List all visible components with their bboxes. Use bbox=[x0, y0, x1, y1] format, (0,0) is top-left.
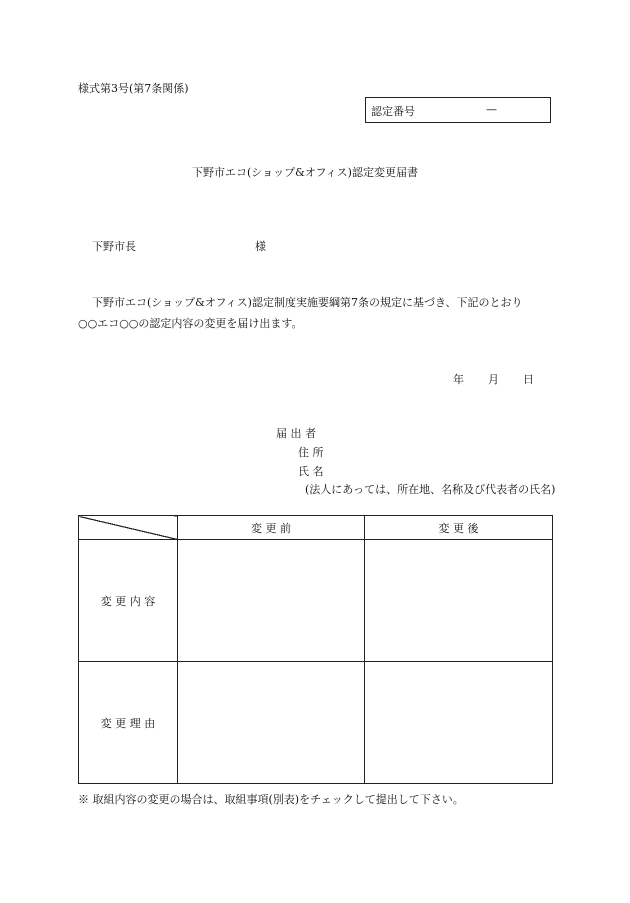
applicant-name-label: 氏 名 bbox=[298, 465, 324, 478]
header-before: 変 更 前 bbox=[178, 516, 365, 540]
applicant-note: (法人にあっては、所在地、名称及び代表者の氏名) bbox=[305, 483, 556, 496]
table-row bbox=[79, 540, 553, 662]
change-reason-before-cell[interactable] bbox=[178, 662, 365, 784]
row-label-change-reason: 変 更 理 由 bbox=[79, 662, 178, 784]
changes-table bbox=[78, 515, 553, 784]
change-reason-after-cell[interactable] bbox=[365, 662, 553, 784]
change-content-after-cell[interactable] bbox=[365, 540, 553, 662]
body-text-line-1: 下野市エコ(ショップ&オフィス)認定制度実施要綱第7条の規定に基づき、下記のとおり bbox=[92, 296, 523, 309]
header-after: 変 更 後 bbox=[365, 516, 553, 540]
table-corner-cell bbox=[79, 516, 178, 540]
date-day-label: 日 bbox=[523, 373, 534, 386]
applicant-address-label: 住 所 bbox=[298, 446, 324, 459]
certification-number-label: 認定番号 bbox=[371, 105, 415, 118]
table-header-row bbox=[79, 516, 553, 540]
document-title: 下野市エコ(ショップ&オフィス)認定変更届書 bbox=[192, 166, 418, 179]
footer-note: ※ 取組内容の変更の場合は、取組事項(別表)をチェックして提出して下さい。 bbox=[78, 793, 464, 806]
applicant-title: 届 出 者 bbox=[276, 427, 316, 440]
table-row bbox=[79, 662, 553, 784]
row-label-change-content: 変 更 内 容 bbox=[79, 540, 178, 662]
body-text-line-2: ○○エコ○○の認定内容の変更を届け出ます。 bbox=[78, 317, 303, 330]
addressee-name: 下野市長 bbox=[92, 240, 136, 253]
form-number: 様式第3号(第7条関係) bbox=[78, 82, 189, 95]
addressee-honorific: 様 bbox=[255, 240, 266, 253]
certification-number-dash: — bbox=[486, 103, 497, 116]
change-content-before-cell[interactable] bbox=[178, 540, 365, 662]
date-year-label: 年 bbox=[453, 373, 464, 386]
date-month-label: 月 bbox=[488, 373, 499, 386]
